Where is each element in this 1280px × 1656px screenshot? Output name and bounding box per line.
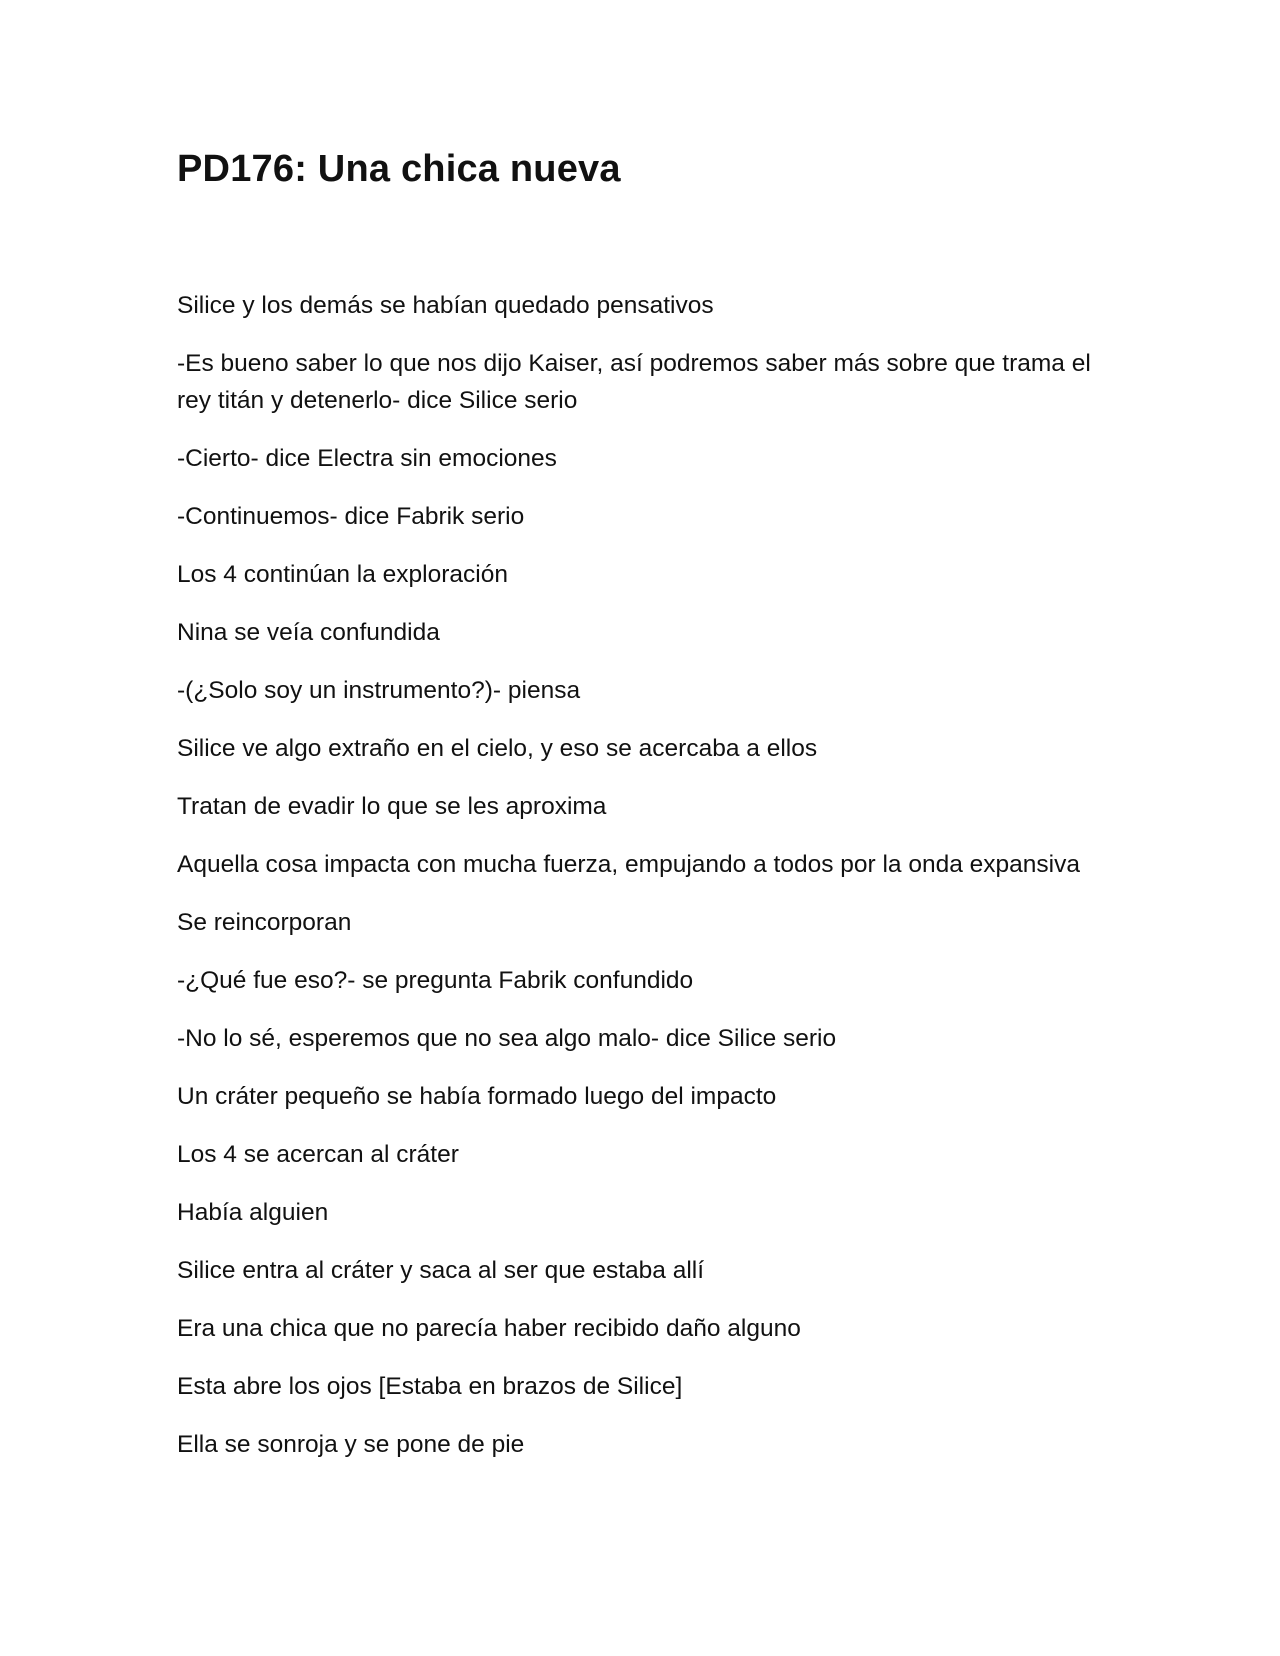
paragraph: Había alguien <box>177 1199 329 1226</box>
paragraph: Nina se veía confundida <box>177 619 440 646</box>
paragraph: Ella se sonroja y se pone de pie <box>177 1431 525 1458</box>
paragraph: Silice entra al cráter y saca al ser que estaba allí <box>177 1257 705 1284</box>
paragraph: -Continuemos- dice Fabrik serio <box>177 503 525 530</box>
paragraph: Los 4 continúan la exploración <box>177 561 508 588</box>
paragraph: Silice ve algo extraño en el cielo, y eso se acercaba a ellos <box>177 735 818 762</box>
paragraph: Esta abre los ojos [Estaba en brazos de Silice] <box>177 1373 683 1400</box>
paragraph: Aquella cosa impacta con mucha fuerza, empujando a todos por la onda expansiva <box>177 851 1080 878</box>
paragraph: Silice y los demás se habían quedado pensativos <box>177 292 714 319</box>
paragraph: Tratan de evadir lo que se les aproxima <box>177 793 607 820</box>
document-title: PD176: Una chica nueva <box>177 148 621 190</box>
paragraph: Se reincorporan <box>177 909 352 936</box>
paragraph: Los 4 se acercan al cráter <box>177 1141 459 1168</box>
paragraph: -¿Qué fue eso?- se pregunta Fabrik confundido <box>177 967 694 994</box>
paragraph: -No lo sé, esperemos que no sea algo malo- dice Silice serio <box>177 1025 837 1052</box>
paragraph: Era una chica que no parecía haber recibido daño alguno <box>177 1315 801 1342</box>
paragraph: Un cráter pequeño se había formado luego del impacto <box>177 1083 777 1110</box>
paragraph: -Cierto- dice Electra sin emociones <box>177 445 557 472</box>
paragraph: -Es bueno saber lo que nos dijo Kaiser, así podremos saber más sobre que trama el rey titán y detenerlo- dice Silice serio <box>177 350 1091 414</box>
document-body <box>177 287 1107 1484</box>
paragraph: -(¿Solo soy un instrumento?)- piensa <box>177 677 581 704</box>
